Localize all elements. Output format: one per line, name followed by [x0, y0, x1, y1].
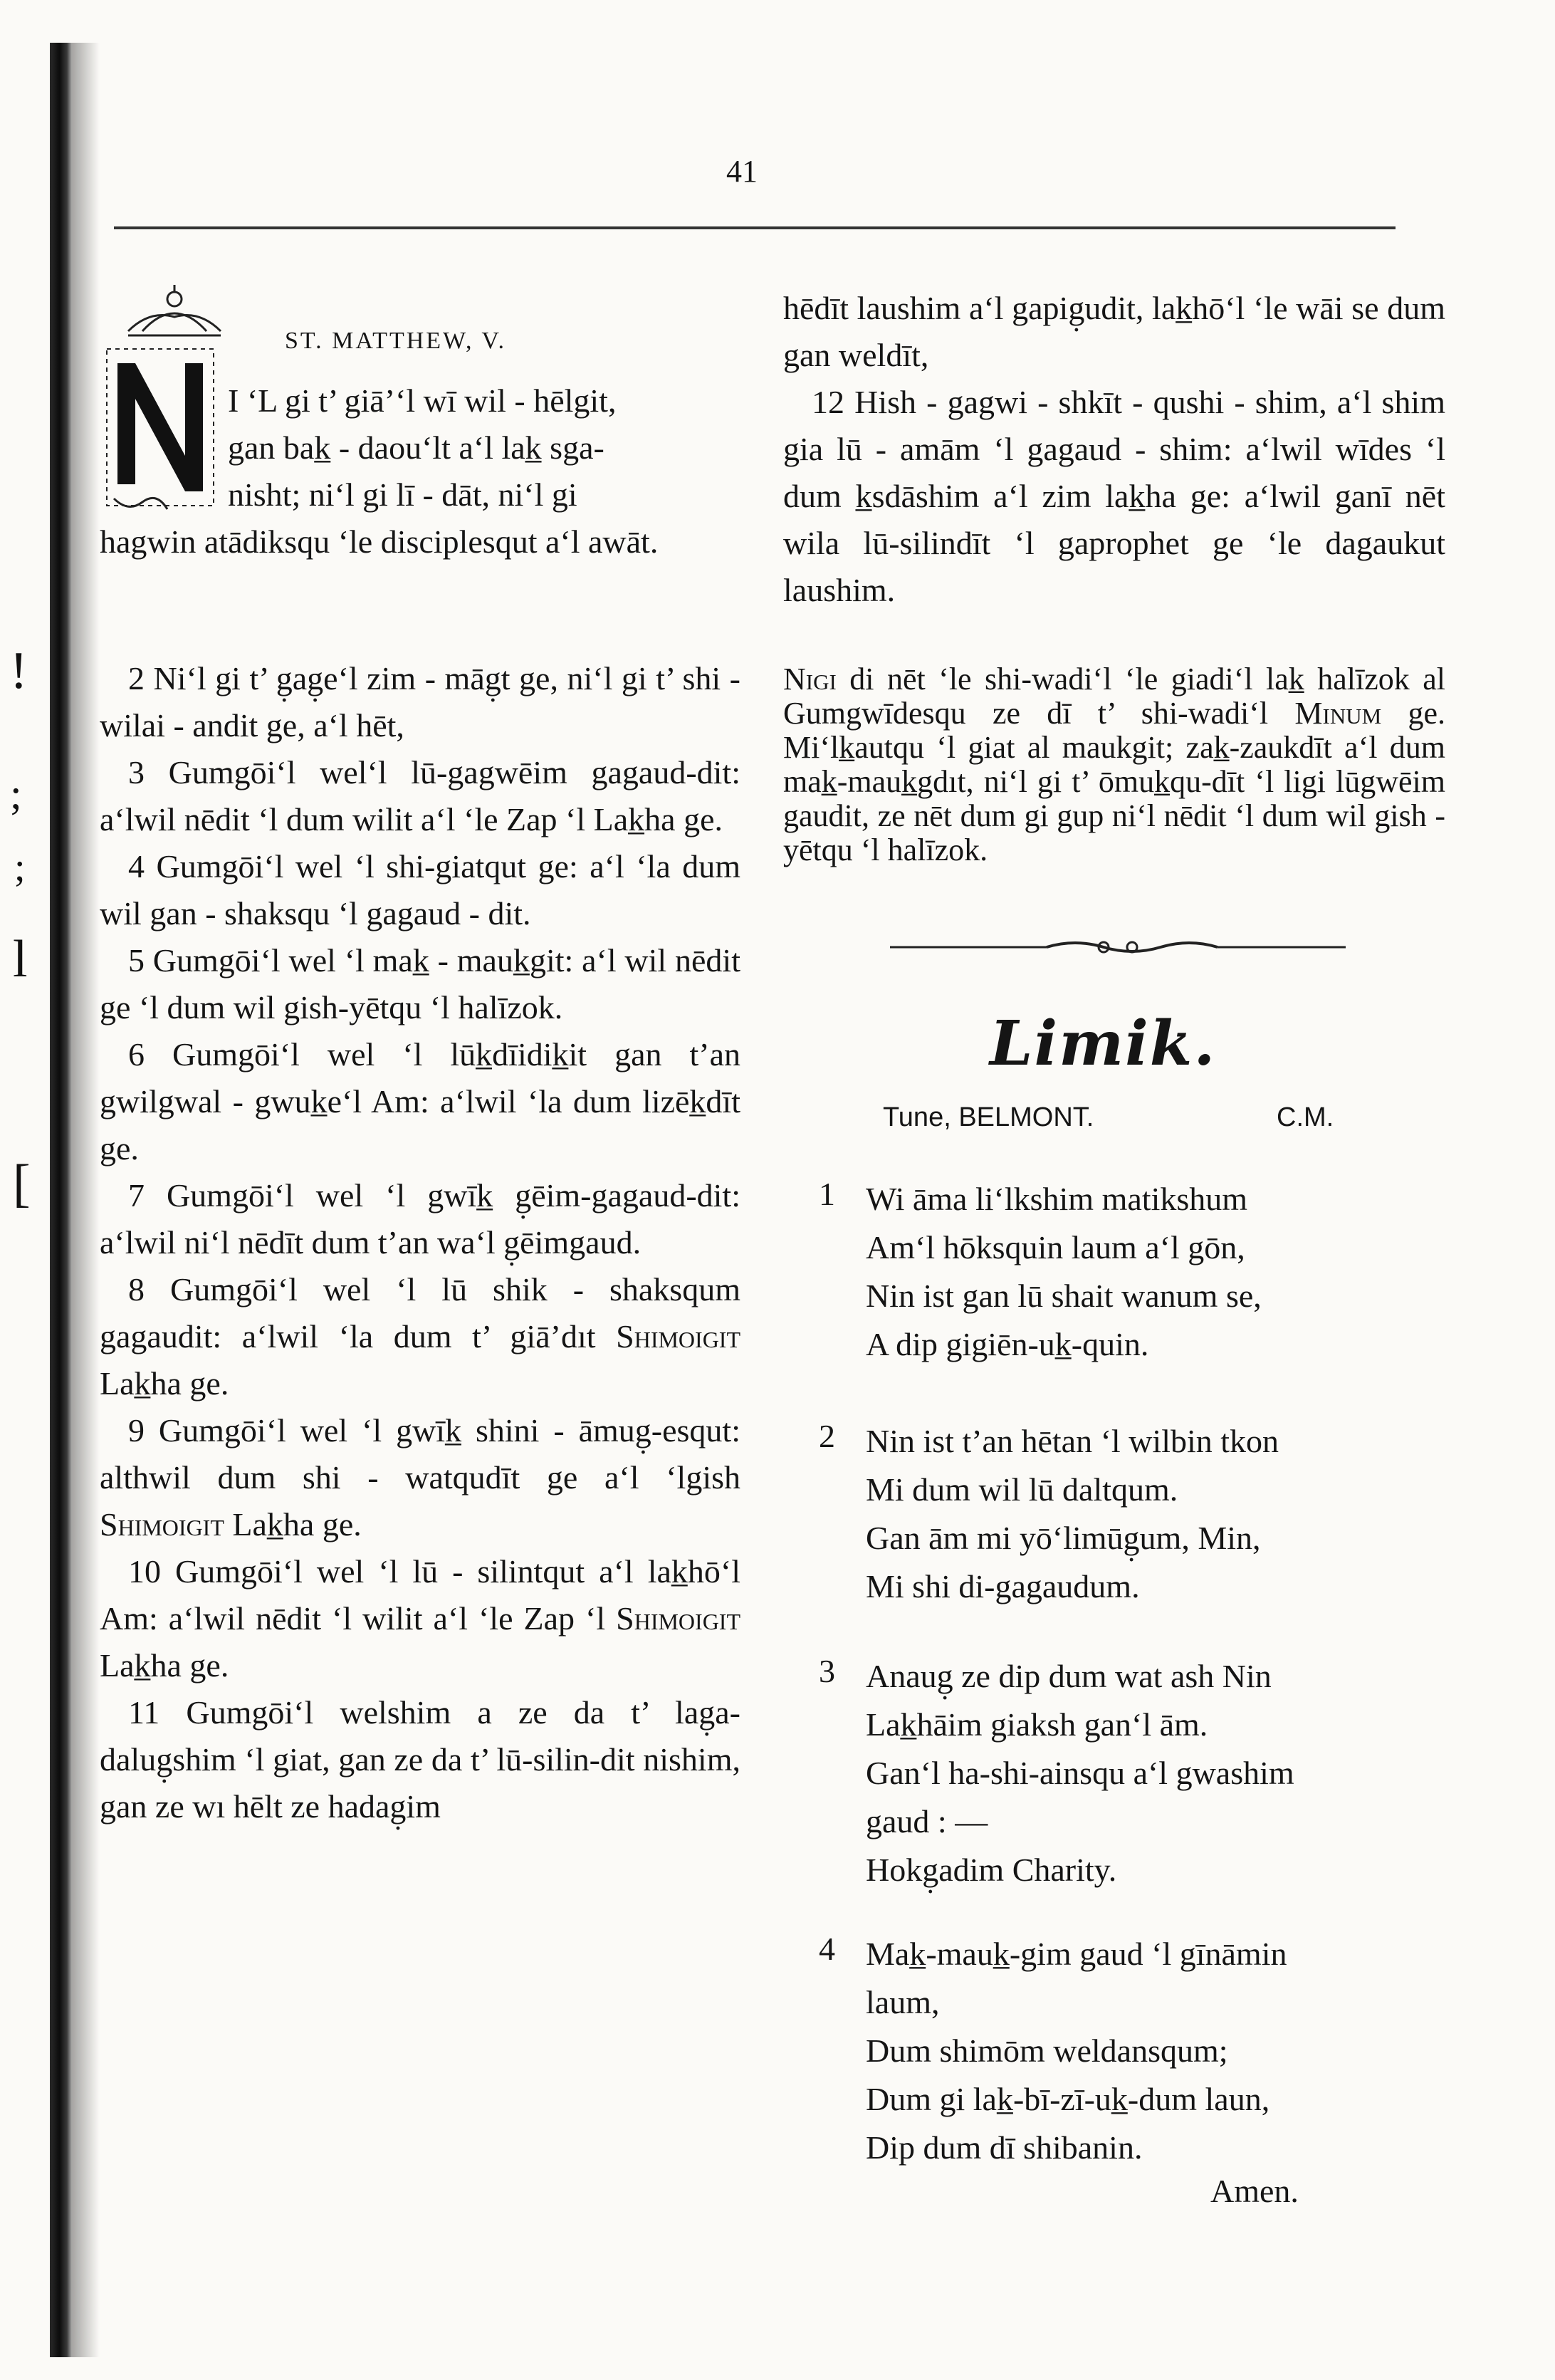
stanza-line: A dip gigiēn-uk̲-quin.: [866, 1326, 1149, 1362]
verse-12: 12 Hish - gagwi - shkīt - qushi - shim, a‘l shim gia lū - amām ‘l gagaud - shim: a‘lwil wīdes ‘l dum k̲sdāshim a‘l zim lak̲ha ge: a‘lwil ganī nēt wila lū-silindīt ‘l gaprophet ge ‘le dagaukut laushim.: [783, 384, 1445, 608]
verse: 3 Gumgōi‘l wel‘l lū-gagwēim gagaud-dit: a‘lwil nēdit ‘l dum wilit a‘l ‘le Zap ‘l Lak̲ha ge.: [100, 754, 740, 837]
verse-name: Shimoigit: [616, 1318, 741, 1355]
header-rule: [114, 226, 1396, 229]
stanza-line: laum,: [866, 1984, 940, 2020]
stanza-number: 1: [819, 1176, 835, 1212]
verse-1-line: hagwin atādiksqu ‘le disciplesqut a‘l awāt.: [100, 523, 659, 560]
stanza-line: Mak̲-mauk̲-gim gaud ‘l gīnāmin: [866, 1936, 1287, 1972]
hymn-meter: C.M.: [1277, 1102, 1334, 1132]
verse: 5 Gumgōi‘l wel ‘l mak̲ - mauk̲git: a‘l wil nēdit ge ‘l dum wil gish-yētqu ‘l halīzok.: [100, 942, 740, 1025]
hymn-tune: Tune, BELMONT.: [883, 1102, 1094, 1132]
verse: [100, 1548, 740, 1689]
divider-flourish-icon: [890, 939, 1346, 956]
stanza-line: Gan‘l ha-shi-ainsqu a‘l gwashim: [866, 1755, 1294, 1791]
verse: [100, 1407, 740, 1548]
verse-text: 10 Gumgōi‘l wel ‘l lū - silintqut a‘l lak̲hō‘l Am: a‘lwil nēdit ‘l wilit a‘l ‘le Zap ‘l: [100, 1553, 740, 1637]
margin-mark: [: [13, 1154, 31, 1213]
verse-1-line: nisht; ni‘l gi lī - dāt, ni‘l gi: [228, 476, 577, 513]
book-spine-edge: [50, 43, 71, 2357]
verse-text: Lak̲ha ge.: [224, 1506, 362, 1543]
stanza-line: Dum gi lak̲-bī-zī-uk̲-dum laun,: [866, 2081, 1270, 2117]
chapter-heading: ST. MATTHEW, V.: [285, 328, 507, 354]
margin-mark: !: [10, 642, 28, 700]
left-verses: [100, 655, 740, 1830]
verse-text: Lak̲ha ge.: [100, 1647, 229, 1684]
verse-name: Shimoigit: [616, 1600, 741, 1637]
note-text: di nēt ‘le shi-wadi‘l ‘le giadi‘l lak̲ halīzok al Gumgwīdesqu ze dī t’ shi-wadi‘l: [783, 662, 1445, 731]
stanza-number: 2: [819, 1418, 835, 1454]
margin-mark: l: [13, 930, 28, 988]
note-word: Nigi: [783, 662, 837, 696]
stanza-line: Dip dum dī shibanin.: [866, 2129, 1143, 2166]
note-word: Minum: [1294, 696, 1382, 731]
verse-1-line: I ‘L gi t’ giā’‘l wī wil - hēlgit,: [228, 382, 617, 419]
verse: 7 Gumgōi‘l wel ‘l gwīk̲ g̣ēim-gagaud-dit: a‘lwil ni‘l nēdīt dum t’an wa‘l g̣ēimgaud.: [100, 1177, 740, 1261]
footnote-paragraph: [783, 662, 1445, 867]
verse: 2 Ni‘l gi t’ g̣ag̣e‘l zim - māg̣t ge, ni‘l gi t’ shi - wilai - andit ge, a‘l hēt,: [100, 660, 740, 743]
verse-continuation: hēdīt laushim a‘l gapig̣udit, lak̲hō‘l ‘le wāi se dum gan weldīt,: [783, 290, 1445, 373]
page-number: 41: [726, 154, 758, 189]
stanza-line: Am‘l hōksquin laum a‘l gōn,: [866, 1229, 1245, 1265]
verse-text: 9 Gumgōi‘l wel ‘l gwīk̲ shini - āmug̣-esqut: althwil dum shi - watqudīt ge a‘l ‘lgish: [100, 1412, 740, 1496]
stanza-number: 4: [819, 1931, 835, 1967]
verse-name: Shimoigit: [100, 1506, 224, 1543]
verse-text: Lak̲ha ge.: [100, 1365, 229, 1402]
verse: 6 Gumgōi‘l wel ‘l lūk̲dīidik̲it gan t’an gwilgwal - gwuk̲e‘l Am: a‘lwil ‘la dum lizēk̲dīt ge.: [100, 1036, 740, 1166]
verse-1-line: gan bak̲ - daou‘lt a‘l lak̲ sga-: [228, 429, 604, 466]
verse: 4 Gumgōi‘l wel ‘l shi-giatqut ge: a‘l ‘la dum wil gan - shaksqu ‘l gagaud - dit.: [100, 848, 740, 931]
stanza-line: Wi āma li‘lkshim matikshum: [866, 1181, 1248, 1217]
verse-1: [100, 377, 740, 565]
note-text: ge. Mi‘lk̲autqu ‘l giat al maukgit; zak̲-zaukdīt a‘l dum mak̲-mauk̲gdıt, ni‘l gi t’ ōmuk̲qu-dīt ‘l ligi lūgwēim gaudit, ze nēt dum gi gup ni‘l nēdit ‘l dum wil gish - yētqu ‘l halīzok.: [783, 696, 1446, 867]
margin-mark: ;: [10, 771, 22, 818]
verse: 11 Gumgōi‘l welshim a ze da t’ lag̣a-dalug̣shim ‘l giat, gan ze da t’ lū-silin-dit nishim, gan ze wı hēlt ze hadag̣im: [100, 1694, 740, 1825]
verse-text: 8 Gumgōi‘l wel ‘l lū shik - shaksqum gagaudit: a‘lwil ‘la dum t’ giā’dıt: [100, 1271, 740, 1355]
margin-mark: ;: [14, 845, 26, 889]
stanza-line: Gan ām mi yō‘limūg̣um, Min,: [866, 1520, 1261, 1556]
stanza-line: Dum shimōm weldansqum;: [866, 2032, 1228, 2069]
spine-shadow: [71, 43, 100, 2357]
hymn-amen: Amen.: [1210, 2173, 1299, 2209]
verse: [100, 1266, 740, 1407]
ornament-icon: [121, 281, 228, 338]
stanza-number: 3: [819, 1653, 835, 1689]
stanza-line: Hokg̣adim Charity.: [866, 1852, 1117, 1888]
stanza-line: Mi shi di-gagaudum.: [866, 1568, 1140, 1604]
hymn-title: Limik.: [990, 1008, 1217, 1080]
stanza-line: Anaug̣ ze dip dum wat ash Nin: [866, 1658, 1272, 1694]
stanza-line: gaud : —: [866, 1803, 988, 1839]
stanza-line: Nin ist t’an hētan ‘l wilbin tkon: [866, 1423, 1279, 1459]
right-verses: [783, 285, 1445, 614]
stanza-line: Nin ist gan lū shait wanum se,: [866, 1278, 1262, 1314]
stanza-line: Lak̲hāim giaksh gan‘l ām.: [866, 1706, 1208, 1743]
stanza-line: Mi dum wil lū daltqum.: [866, 1471, 1178, 1508]
